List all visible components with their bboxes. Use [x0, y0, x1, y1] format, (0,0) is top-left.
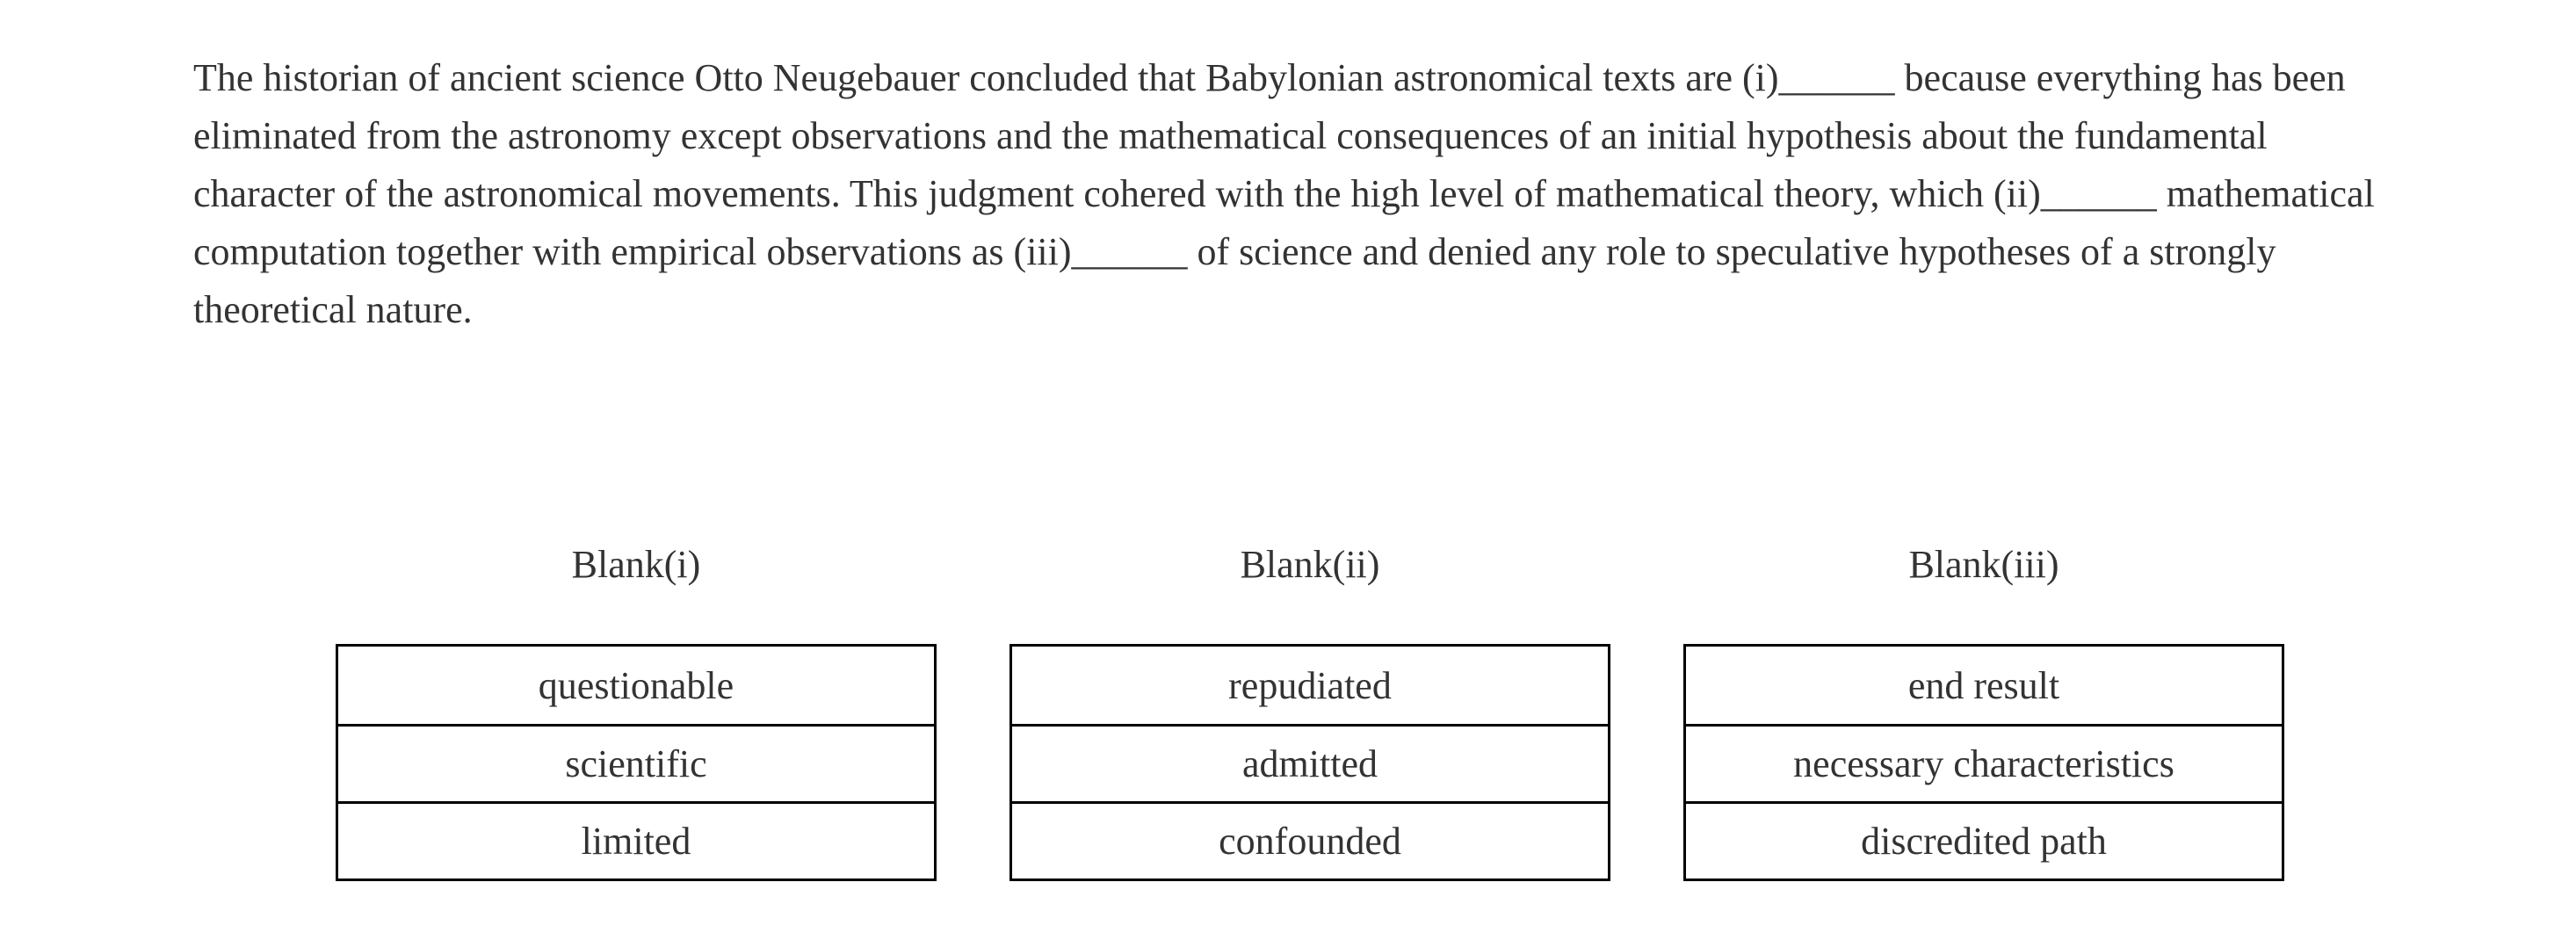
choice-option[interactable]: repudiated	[1228, 663, 1392, 707]
choice-option[interactable]: confounded	[1012, 801, 1608, 879]
choice-option[interactable]: necessary characteristics	[1686, 724, 2282, 801]
blank-column-ii	[1009, 536, 1610, 881]
blank-column-iii	[1683, 536, 2284, 881]
choice-table-i	[336, 644, 937, 881]
choice-option[interactable]: admitted	[1012, 724, 1608, 801]
blank-column-i	[336, 536, 937, 881]
choice-option[interactable]: limited	[338, 801, 934, 879]
choice-option[interactable]: scientific	[338, 724, 934, 801]
choice-option[interactable]: questionable	[538, 663, 734, 707]
blank-columns	[336, 536, 2284, 881]
choice-table-iii	[1683, 644, 2284, 881]
choice-option[interactable]: end result	[1907, 663, 2060, 707]
blank-label-iii: Blank(iii)	[1908, 543, 2059, 586]
choice-option[interactable]: discredited path	[1686, 801, 2282, 879]
blank-label-ii: Blank(ii)	[1240, 543, 1380, 586]
choice-table-ii	[1009, 644, 1610, 881]
question-passage: The historian of ancient science Otto Neugebauer concluded that Babylonian astronomical texts are (i)______ because everything has been eliminated from the astronomy except observations and the mathematical consequences of an initial hypothesis about the fundamental character of the astronomical movements. This judgment cohered with the high level of mathematical theory, which (ii)______ mathematical computation together with empirical observations as (iii)______ of science and denied any role to speculative hypotheses of a strongly theoretical nature.	[193, 56, 2375, 331]
blank-label-i: Blank(i)	[571, 543, 701, 586]
